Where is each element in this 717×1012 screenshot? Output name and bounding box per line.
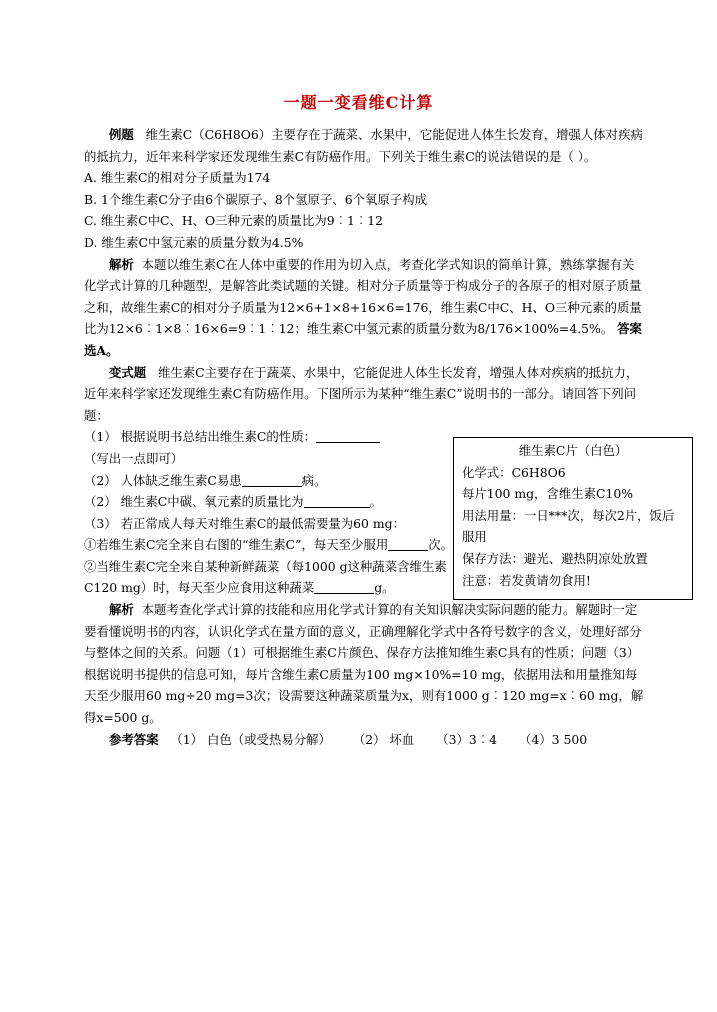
- question-3: [84, 491, 454, 513]
- variant-questions: [84, 426, 454, 599]
- formula-label: 化学式：: [462, 464, 512, 480]
- analysis-label-2: 解析: [109, 602, 134, 618]
- question-2-suffix: 病。: [301, 472, 327, 488]
- answer-blank-1: [316, 429, 380, 443]
- label-box-storage: 保存方法：避光、避热阴凉处放置: [462, 550, 648, 566]
- variant-label: 变式题: [109, 364, 147, 380]
- analysis-text-2: 本题考查化学式计算的技能和应用化学式计算的有关知识解决实际问题的能力。解题时一定要看懂说明书的内容，认识化学式在量方面的意义，正确理解化学式中各符号数字的含义，处理好部分与整体之间的关系。问题（1）可根据维生素C片颜色、保存方法推知维生素C具有的性质；问题（3）根据说明书提供的信息可知，每片含维生素C质量为100 mg×10%=10 mg，依据用法和用量推知每天至少服用60 mg÷20 mg=3次；设需要这种蔬菜质量为x，则有1000 g︰120 mg=x︰60 mg，解得x=500 g。: [84, 602, 644, 726]
- question-4: （3） 若正常成人每天对维生素C的最低需要量为60 mg：: [84, 515, 405, 531]
- question-1-text: （1） 根据说明书总结出维生素C的性质：: [84, 429, 316, 445]
- analysis-paragraph-2: [84, 599, 644, 729]
- reference-answers: [84, 729, 644, 751]
- question-4b-text: ②当维生素C完全来自某种新鲜蔬菜（每1000 g这种蔬菜含维生素C120 mg）时，每天至少应食用这种蔬菜: [84, 558, 447, 596]
- question-2-text: （2） 人体缺乏维生素C易患: [84, 472, 242, 488]
- question-3-suffix: 。: [369, 494, 382, 510]
- label-box-notice: 注意：若发黄请勿食用!: [462, 572, 591, 588]
- question-4b-suffix: g。: [374, 580, 395, 596]
- analysis-paragraph-1: [84, 254, 644, 362]
- question-1: [84, 426, 454, 448]
- label-box-usage: 用法用量：一日***次，每次2片，饭后服用: [462, 507, 675, 545]
- answer-blank-3: [304, 494, 370, 508]
- option-a: A. 维生素C的相对分子质量为174: [84, 170, 271, 186]
- page-title: 一题一变看维C计算: [283, 93, 434, 112]
- option-d: D. 维生素C中氢元素的质量分数为4.5%: [84, 234, 304, 250]
- label-box-per-tablet: 每片100 mg，含维生素C10%: [462, 486, 634, 502]
- example-label: 例题: [109, 127, 134, 142]
- answer-blank-4a: [388, 537, 428, 551]
- vitamin-c-label-box: [453, 437, 693, 600]
- question-4a: [84, 534, 454, 556]
- analysis-text-1: 本题以维生素C在人体中重要的作用为切入点，考查化学式知识的简单计算，熟练掌握有关化学式计算的几种题型，是解答此类试题的关键。相对分子质量等于构成分子的各原子的相对原子质量之和，故维生素C的相对分子质量为12×6+1×8+16×6=176，维生素C中C、H、O三种元素的质量比为12×6︰1×8︰16×6=9︰1︰12；维生素C中氢元素的质量分数为8/176×100%=4.5%。: [84, 256, 642, 337]
- question-3-text: （2） 维生素C中碳、氧元素的质量比为: [84, 494, 304, 510]
- example-paragraph: [84, 124, 644, 167]
- label-box-title: 维生素C片（白色）: [518, 443, 628, 458]
- reference-label: 参考答案: [109, 731, 159, 747]
- analysis-label-1: 解析: [109, 256, 134, 272]
- reference-answer-3: （3）3︰4: [436, 731, 498, 747]
- variant-paragraph: [84, 362, 644, 427]
- example-text: 维生素C（C6H8O6）主要存在于蔬菜、水果中，它能促进人体生长发育，增强人体对疾病的抵抗力，近年来科学家还发现维生素C有防癌作用。下列关于维生素C的说法错误的是（ ）。: [84, 127, 643, 164]
- label-box-formula: [462, 462, 684, 484]
- answer-choice: 答案选A。: [84, 321, 642, 358]
- answer-blank-2: [242, 473, 302, 487]
- question-2: [84, 470, 454, 492]
- answer-blank-4b: [314, 580, 374, 594]
- reference-answer-2: （2） 坏血: [352, 731, 415, 747]
- reference-answer-4: （4）3 500: [518, 731, 588, 747]
- option-c: C. 维生素C中C、H、O三种元素的质量比为9︰1︰12: [84, 213, 384, 229]
- question-4a-suffix: 次。: [428, 537, 454, 553]
- variant-text: 维生素C主要存在于蔬菜、水果中，它能促进人体生长发育，增强人体对疾病的抵抗力，近年来科学家还发现维生素C有防癌作用。下图所示为某种“维生素C”说明书的一部分。请回答下列问题：: [84, 364, 639, 423]
- reference-answer-1: （1） 白色（或受热易分解）: [170, 731, 331, 747]
- question-4b: [84, 556, 454, 599]
- question-1-note: （写出一点即可）: [84, 450, 184, 466]
- option-b: B. 1个维生素C分子由6个碳原子、8个氢原子、6个氧原子构成: [84, 191, 427, 207]
- question-4a-text: ①若维生素C完全来自右图的“维生素C”，每天至少服用: [84, 537, 389, 553]
- formula-value: C6H8O6: [511, 464, 566, 480]
